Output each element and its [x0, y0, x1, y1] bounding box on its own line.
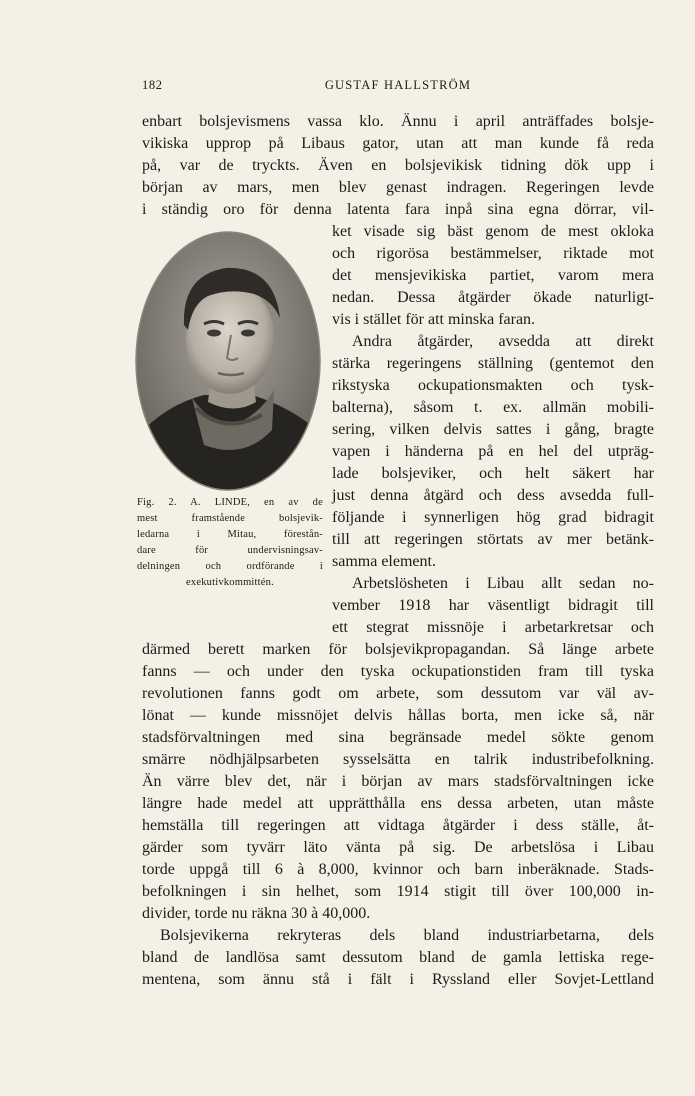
body-line: just denna åtgärd och dess avsedda full-: [332, 487, 654, 504]
body-line: lade bolsjeviker, och helt säkert har: [332, 465, 654, 482]
figure-caption-line: dare för undervisningsav-: [137, 545, 323, 556]
body-line: samma element.: [332, 553, 436, 570]
body-line: sering, vilken delvis sattes i gång, bragte: [332, 421, 654, 438]
running-head: GUSTAF HALLSTRÖM: [324, 78, 472, 92]
figure-caption-line: ledarna i Mitau, förestån-: [137, 529, 323, 540]
body-line: Än värre blev det, när i början av mars stadsförvaltningen icke: [142, 773, 654, 790]
body-line: enbart bolsjevismens vassa klo. Ännu i april anträffades bolsje-: [142, 113, 654, 130]
body-line: därmed berett marken för bolsjevikpropagandan. Så länge arbete: [142, 641, 654, 658]
body-line: och rigorösa bestämmelser, riktade mot: [332, 245, 654, 262]
page-header: [142, 78, 654, 98]
body-line: nedan. Dessa åtgärder ökade naturligt-: [332, 289, 654, 306]
body-line: revolutionen fanns godt om arbete, som dessutom var väl av-: [142, 685, 654, 702]
body-line: divider, torde nu räkna 30 à 40,000.: [142, 905, 371, 922]
body-line: det mensjevikiska partiet, varom mera: [332, 267, 654, 284]
body-line: Andra åtgärder, avsedda att direkt: [352, 333, 654, 350]
body-line: mentena, som ännu stå i fält i Ryssland eller Sovjet-Lettland: [142, 971, 654, 988]
body-line: i ständig oro för denna latenta fara inpå sina egna dörrar, vil-: [142, 201, 654, 218]
body-line: till att regeringen störtats av mer betänk-: [332, 531, 654, 548]
body-line: vis i stället för att minska faran.: [332, 311, 536, 328]
body-line: gärder som tyvärr läto vänta på sig. De arbetslösa i Libau: [142, 839, 654, 856]
body-line: rikstyska ockupationsmakten och tysk-: [332, 377, 654, 394]
body-line: Bolsjevikerna rekryteras dels bland industriarbetarna, dels: [160, 927, 654, 944]
body-line: torde uppgå till 6 à 8,000, kvinnor och barn inberäknade. Stads-: [142, 861, 654, 878]
body-line: hemställa till regeringen att vidtaga åtgärder i dess ställe, åt-: [142, 817, 654, 834]
body-line: ett stegrat missnöje i arbetarkretsar och: [332, 619, 654, 636]
body-line: längre hade medel att upprätthålla ens dessa arbeten, utan måste: [142, 795, 654, 812]
figure-caption-line: mest framstående bolsjevik-: [137, 513, 323, 524]
body-line: lönat — kunde missnöjet delvis hållas borta, men icke så, när: [142, 707, 654, 724]
figure-caption-line: exekutivkommittén.: [186, 577, 274, 588]
body-line: följande i synnerligen hög grad bidragit: [332, 509, 654, 526]
body-line: på, var de tryckts. Även en bolsjevikisk tidning dök upp i: [142, 157, 654, 174]
body-line: Arbetslösheten i Libau allt sedan no-: [352, 575, 654, 592]
portrait-photo: [134, 230, 322, 492]
body-line: ket visade sig bäst genom de mest okloka: [332, 223, 654, 240]
body-line: vapen i händerna på en hel del utpräg-: [332, 443, 654, 460]
body-line: vember 1918 har väsentligt bidragit till: [332, 597, 654, 614]
page-number: 182: [142, 78, 163, 92]
body-line: fanns — och under den tyska ockupationstiden fram till tyska: [142, 663, 654, 680]
body-line: vikiska upprop på Libaus gator, utan att man kunde få reda: [142, 135, 654, 152]
figure-caption-line: delningen och ordförande i: [137, 561, 323, 572]
body-line: bland de landlösa samt dessutom bland de gamla lettiska rege-: [142, 949, 654, 966]
body-line: början av mars, men blev genast indragen. Regeringen levde: [142, 179, 654, 196]
body-line: stärka regeringens ställning (gentemot den: [332, 355, 654, 372]
body-line: smärre nödhjälpsarbeten sysselsätta en talrik industribefolkning.: [142, 751, 654, 768]
body-line: stadsförvaltningen med sina begränsade medel sökte genom: [142, 729, 654, 746]
body-line: befolkningen i sin helhet, som 1914 stigit till över 100,000 in-: [142, 883, 654, 900]
figure-caption-line: Fig. 2. A. LINDE, en av de: [137, 497, 323, 508]
body-line: balterna), såsom t. ex. allmän mobili-: [332, 399, 654, 416]
